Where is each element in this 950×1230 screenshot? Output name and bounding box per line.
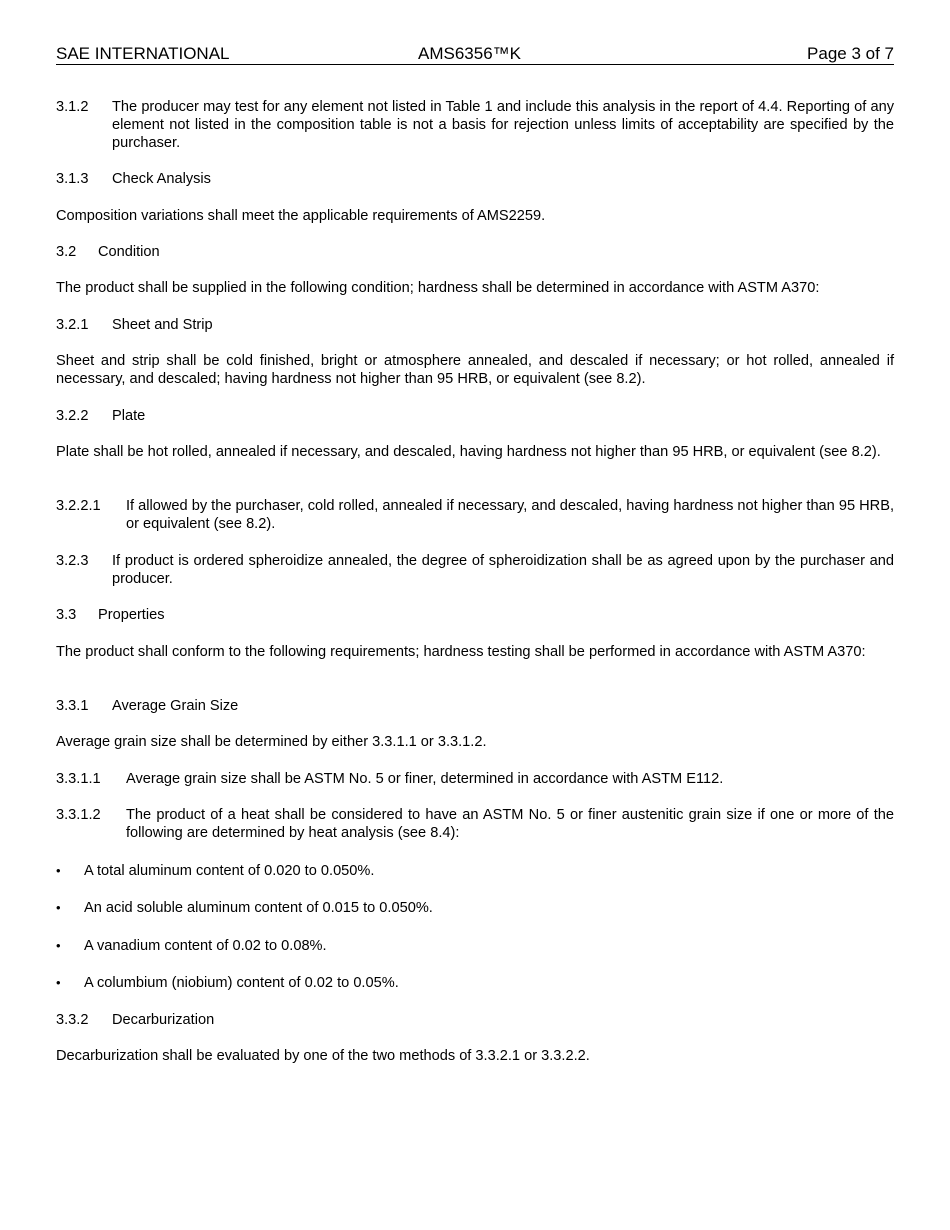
section-number: 3.3.1.1 xyxy=(56,771,101,787)
section-3-3-1-1 xyxy=(56,770,894,788)
paragraph-plate: Plate shall be hot rolled, annealed if necessary, and descaled, having hardness not higher than 95 HRB, or equivalent (see 8.2). xyxy=(56,444,881,460)
section-number: 3.3.1 xyxy=(56,698,89,714)
bullet-marker: • xyxy=(56,863,61,878)
heading-3-2-2 xyxy=(56,407,894,425)
section-3-1-2 xyxy=(56,98,894,152)
section-heading: Check Analysis xyxy=(112,171,211,187)
list-item xyxy=(56,899,894,917)
section-text: If allowed by the purchaser, cold rolled, annealed if necessary, and descaled, having hardness not higher than 95 HRB, or equivalent (see 8.2). xyxy=(126,498,895,532)
section-text: The producer may test for any element not listed in Table 1 and include this analysis in the report of 4.4. Reporting of any element not listed in the composition table is not a basis for rejection unless limits of acceptability are specified by the purchaser. xyxy=(112,99,894,151)
list-item xyxy=(56,974,894,992)
bullet-marker: • xyxy=(56,975,61,990)
section-number: 3.2.2.1 xyxy=(56,498,101,514)
section-number: 3.2.2 xyxy=(56,408,89,424)
paragraph-properties: The product shall conform to the following requirements; hardness testing shall be performed in accordance with ASTM A370: xyxy=(56,644,866,660)
paragraph-grain-size: Average grain size shall be determined by either 3.3.1.1 or 3.3.1.2. xyxy=(56,734,487,750)
bullet-marker: • xyxy=(56,938,61,953)
list-item-text: A columbium (niobium) content of 0.02 to 0.05%. xyxy=(84,975,399,991)
paragraph-sheet-strip: Sheet and strip shall be cold finished, bright or atmosphere annealed, and descaled if necessary; or hot rolled, annealed if necessary, and descaled; having hardness not higher than 95 HRB, or equivalent (see 8.2). xyxy=(56,353,894,387)
heading-3-2 xyxy=(56,243,894,261)
bullet-marker: • xyxy=(56,900,61,915)
section-number: 3.3 xyxy=(56,607,77,623)
section-heading: Average Grain Size xyxy=(112,698,239,714)
heading-3-2-1 xyxy=(56,316,894,334)
section-number: 3.2.1 xyxy=(56,317,89,333)
list-item xyxy=(56,862,894,880)
paragraph-condition: The product shall be supplied in the following condition; hardness shall be determined in accordance with ASTM A370: xyxy=(56,280,820,296)
page-header xyxy=(56,44,894,65)
section-heading: Properties xyxy=(98,607,165,623)
section-text: If product is ordered spheroidize annealed, the degree of spheroidization shall be as agreed upon by the purchaser and producer. xyxy=(112,553,894,587)
section-text: Average grain size shall be ASTM No. 5 or finer, determined in accordance with ASTM E112. xyxy=(126,771,724,787)
header-org: SAE INTERNATIONAL xyxy=(56,44,230,63)
section-3-2-2-1 xyxy=(56,497,894,533)
section-number: 3.2.3 xyxy=(56,553,89,569)
list-item xyxy=(56,937,894,955)
heading-3-3-2 xyxy=(56,1011,894,1029)
section-heading: Decarburization xyxy=(112,1012,215,1028)
section-heading: Condition xyxy=(98,244,160,260)
section-3-3-1-2 xyxy=(56,806,894,842)
header-doc-id: AMS6356™K xyxy=(418,44,521,63)
list-item-text: An acid soluble aluminum content of 0.015 to 0.050%. xyxy=(84,900,433,916)
section-heading: Plate xyxy=(112,408,146,424)
heading-3-1-3 xyxy=(56,170,894,188)
paragraph-check-analysis: Composition variations shall meet the applicable requirements of AMS2259. xyxy=(56,208,546,224)
section-number: 3.3.1.2 xyxy=(56,807,101,823)
list-item-text: A vanadium content of 0.02 to 0.08%. xyxy=(84,938,327,954)
section-number: 3.2 xyxy=(56,244,77,260)
section-heading: Sheet and Strip xyxy=(112,317,213,333)
paragraph-decarburization: Decarburization shall be evaluated by one of the two methods of 3.3.2.1 or 3.3.2.2. xyxy=(56,1048,590,1064)
section-3-2-3 xyxy=(56,552,894,588)
section-text: The product of a heat shall be considered to have an ASTM No. 5 or finer austenitic grain size if one or more of the following are determined by heat analysis (see 8.4): xyxy=(126,807,894,841)
section-number: 3.1.2 xyxy=(56,99,89,115)
header-page-number: Page 3 of 7 xyxy=(807,44,894,63)
heading-3-3 xyxy=(56,606,894,624)
section-number: 3.3.2 xyxy=(56,1012,89,1028)
heading-3-3-1 xyxy=(56,697,894,715)
section-number: 3.1.3 xyxy=(56,171,89,187)
list-item-text: A total aluminum content of 0.020 to 0.050%. xyxy=(84,863,375,879)
